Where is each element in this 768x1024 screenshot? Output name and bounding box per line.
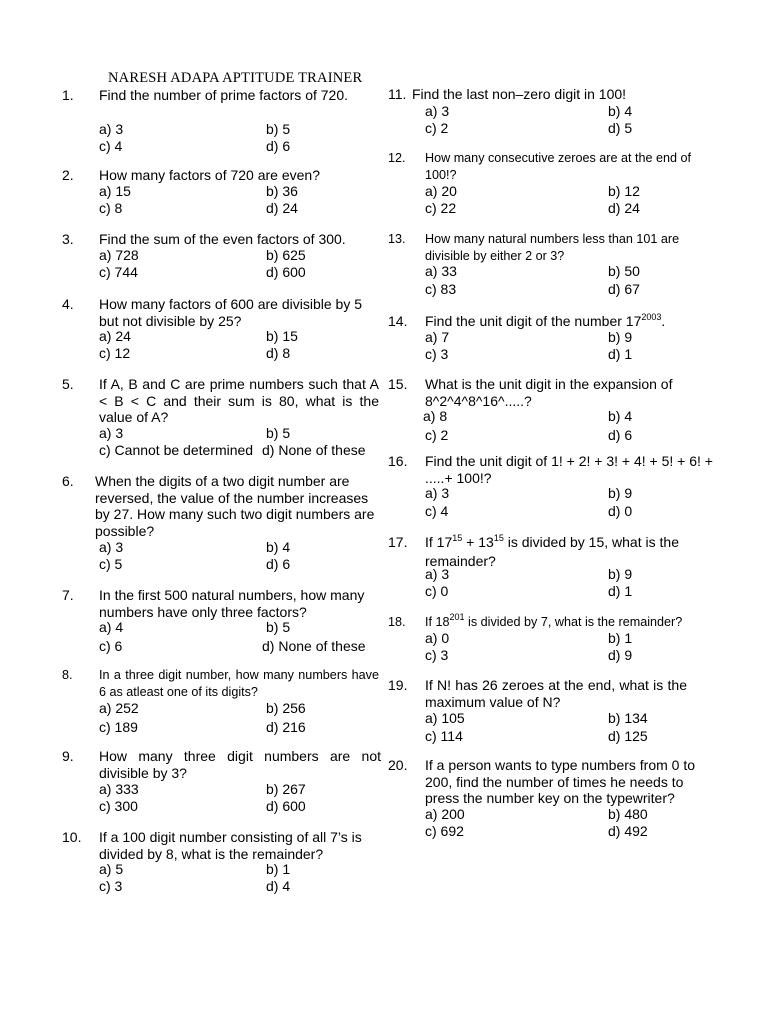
option-d: d) None of these <box>262 638 366 654</box>
option-d: d) 9 <box>608 647 633 663</box>
option-c: c) 4 <box>99 138 123 154</box>
option-a: a) 252 <box>99 700 139 716</box>
question-5 <box>62 376 382 466</box>
option-d: d) 492 <box>608 823 648 839</box>
option-d: d) 24 <box>266 200 298 216</box>
question-11 <box>388 86 718 141</box>
question-number: 11. <box>388 86 407 102</box>
question-16 <box>388 453 718 523</box>
option-d: d) 67 <box>608 281 640 297</box>
option-a: a) 5 <box>99 861 124 877</box>
option-d: d) 8 <box>266 345 291 361</box>
question-number: 5. <box>62 376 74 392</box>
question-18 <box>388 614 718 669</box>
option-a: a) 105 <box>425 710 465 726</box>
question-17 <box>388 534 718 604</box>
question-13 <box>388 231 718 301</box>
option-b: b) 134 <box>608 710 648 726</box>
option-b: b) 12 <box>608 183 640 199</box>
question-19 <box>388 677 718 747</box>
question-20 <box>388 757 718 847</box>
option-a: a) 200 <box>425 806 465 822</box>
option-c: c) 5 <box>99 556 123 572</box>
question-text: Find the last non–zero digit in 100! <box>412 86 627 102</box>
question-text: How many factors of 600 are divisible by 5 but not divisible by 25? <box>99 296 363 329</box>
option-a: a) 20 <box>425 183 457 199</box>
question-text: If A, B and C are prime numbers such that A < B < C and their sum is 80, what is the value of A? <box>99 376 379 425</box>
exponent: 2003 <box>641 312 662 322</box>
exponent: 15 <box>452 533 463 543</box>
question-text <box>425 313 715 332</box>
option-d: d) 24 <box>608 200 640 216</box>
question-text: How many three digit numbers are not divisible by 3? <box>99 748 381 781</box>
option-c: c) 22 <box>425 200 457 216</box>
option-a: a) 4 <box>99 619 124 635</box>
question-text: If a 100 digit number consisting of all 7’s is divided by 8, what is the remainder? <box>99 829 362 862</box>
option-b: b) 256 <box>266 700 306 716</box>
option-b: b) 5 <box>266 425 291 441</box>
question-number: 16. <box>388 453 408 469</box>
option-b: b) 15 <box>266 328 298 344</box>
question-number: 12. <box>388 151 406 165</box>
question-3 <box>62 231 382 286</box>
option-c: c) 12 <box>99 345 131 361</box>
option-b: b) 267 <box>266 781 306 797</box>
question-number: 2. <box>62 167 74 183</box>
question-14 <box>388 313 718 368</box>
option-a: a) 728 <box>99 247 139 263</box>
option-b: b) 4 <box>266 539 291 555</box>
option-b: b) 1 <box>608 630 633 646</box>
option-c: c) 8 <box>99 200 123 216</box>
question-number: 15. <box>388 376 408 392</box>
option-a: a) 8 <box>423 408 448 424</box>
question-number: 19. <box>388 677 408 693</box>
option-c: c) 0 <box>425 583 449 599</box>
option-a: a) 3 <box>425 485 450 501</box>
question-text: Find the unit digit of 1! + 2! + 3! + 4! + 5! + 6! + .....+ 100!? <box>425 453 713 486</box>
option-b: b) 9 <box>608 485 633 501</box>
option-d: d) 4 <box>266 878 291 894</box>
question-number: 13. <box>388 232 406 246</box>
option-d: d) 5 <box>608 120 633 136</box>
option-c: c) Cannot be determined <box>99 442 254 458</box>
option-d: d) 125 <box>608 728 648 744</box>
option-a: a) 3 <box>425 566 450 582</box>
option-d: d) 600 <box>266 798 306 814</box>
question-text: How many consecutive zeroes are at the end of 100!? <box>425 151 692 182</box>
option-b: b) 9 <box>608 566 633 582</box>
option-b: b) 9 <box>608 329 633 345</box>
question-12 <box>388 150 718 220</box>
question-text: How many factors of 720 are even? <box>99 167 321 183</box>
question-number: 3. <box>62 231 74 247</box>
option-a: a) 15 <box>99 183 131 199</box>
option-a: a) 3 <box>99 121 124 137</box>
question-2 <box>62 167 382 222</box>
question-number: 7. <box>62 587 74 603</box>
option-d: d) 0 <box>608 503 633 519</box>
question-text <box>425 614 725 632</box>
question-number: 10. <box>62 829 82 845</box>
question-text: How many natural numbers less than 101 are divisible by either 2 or 3? <box>425 232 680 263</box>
option-c: c) 83 <box>425 281 457 297</box>
question-text-end: is divided by 7, what is the remainder? <box>464 615 683 629</box>
question-number: 8. <box>62 668 73 682</box>
question-text: Find the number of prime factors of 720. <box>99 87 349 103</box>
question-number: 9. <box>62 748 74 764</box>
question-number: 18. <box>388 615 406 629</box>
question-number: 6. <box>62 473 74 489</box>
question-6 <box>62 473 382 578</box>
option-d: d) 216 <box>266 719 306 735</box>
question-9 <box>62 748 382 818</box>
option-c: c) 300 <box>99 798 138 814</box>
question-text: In a three digit number, how many numbers have 6 as atleast one of its digits? <box>99 668 379 699</box>
option-b: b) 4 <box>608 103 633 119</box>
option-a: a) 3 <box>99 425 124 441</box>
question-number: 4. <box>62 296 74 312</box>
question-10 <box>62 829 382 899</box>
option-b: b) 5 <box>266 121 291 137</box>
question-number: 17. <box>388 534 408 550</box>
question-text: In the first 500 natural numbers, how many numbers have only three factors? <box>99 587 365 620</box>
option-c: c) 3 <box>425 346 449 362</box>
option-d: d) 6 <box>266 138 291 154</box>
question-number: 1. <box>62 87 74 103</box>
question-15 <box>388 376 718 446</box>
question-1 <box>62 87 382 157</box>
question-text: If a person wants to type numbers from 0 to 200, find the number of times he needs to press the number key on the typewriter? <box>425 757 696 806</box>
option-a: a) 0 <box>425 630 450 646</box>
option-c: c) 2 <box>425 120 449 136</box>
option-a: a) 333 <box>99 781 139 797</box>
page-title: NARESH ADAPA APTITUDE TRAINER <box>108 70 363 86</box>
option-c: c) 4 <box>425 503 449 519</box>
option-c: c) 114 <box>425 728 463 744</box>
question-8 <box>62 667 382 737</box>
option-b: b) 625 <box>266 247 306 263</box>
option-d: d) 1 <box>608 346 633 362</box>
question-text: What is the unit digit in the expansion of 8^2^4^8^16^.....? <box>425 376 673 409</box>
exponent: 15 <box>493 533 504 543</box>
option-a: a) 24 <box>99 328 131 344</box>
question-4 <box>62 296 382 366</box>
option-a: a) 3 <box>425 103 450 119</box>
option-a: a) 33 <box>425 263 457 279</box>
option-d: d) None of these <box>262 442 366 458</box>
question-text-main: Find the unit digit of the number 17 <box>425 313 642 329</box>
option-c: c) 6 <box>99 638 123 654</box>
question-text-end: . <box>661 313 666 329</box>
option-c: c) 3 <box>425 647 449 663</box>
question-text: Find the sum of the even factors of 300. <box>99 231 346 247</box>
option-d: d) 6 <box>266 556 291 572</box>
exponent: 201 <box>449 612 465 622</box>
option-b: b) 5 <box>266 619 291 635</box>
option-d: d) 1 <box>608 583 633 599</box>
option-a: a) 3 <box>99 539 124 555</box>
question-number: 20. <box>388 757 408 773</box>
option-b: b) 4 <box>608 408 633 424</box>
option-b: b) 36 <box>266 183 298 199</box>
option-c: c) 744 <box>99 264 138 280</box>
question-text: If N! has 26 zeroes at the end, what is the maximum value of N? <box>425 677 687 710</box>
option-c: c) 692 <box>425 823 464 839</box>
option-c: c) 189 <box>99 719 138 735</box>
question-7 <box>62 587 382 657</box>
option-d: d) 6 <box>608 427 633 443</box>
question-text-main: If 17 <box>425 534 453 550</box>
option-d: d) 600 <box>266 264 306 280</box>
option-a: a) 7 <box>425 329 450 345</box>
option-c: c) 3 <box>99 878 123 894</box>
question-text-mid: + 13 <box>462 534 494 550</box>
option-c: c) 2 <box>425 427 449 443</box>
question-number: 14. <box>388 313 408 329</box>
question-text-end: is divided by 15, what is the remainder? <box>425 534 679 569</box>
option-b: b) 480 <box>608 806 648 822</box>
question-text <box>425 534 679 569</box>
option-b: b) 50 <box>608 263 640 279</box>
question-text-main: If 18 <box>425 615 450 629</box>
option-b: b) 1 <box>266 861 291 877</box>
question-text: When the digits of a two digit number are reversed, the value of the number increases by 27. How many such two digit numbers are possible? <box>95 473 375 539</box>
